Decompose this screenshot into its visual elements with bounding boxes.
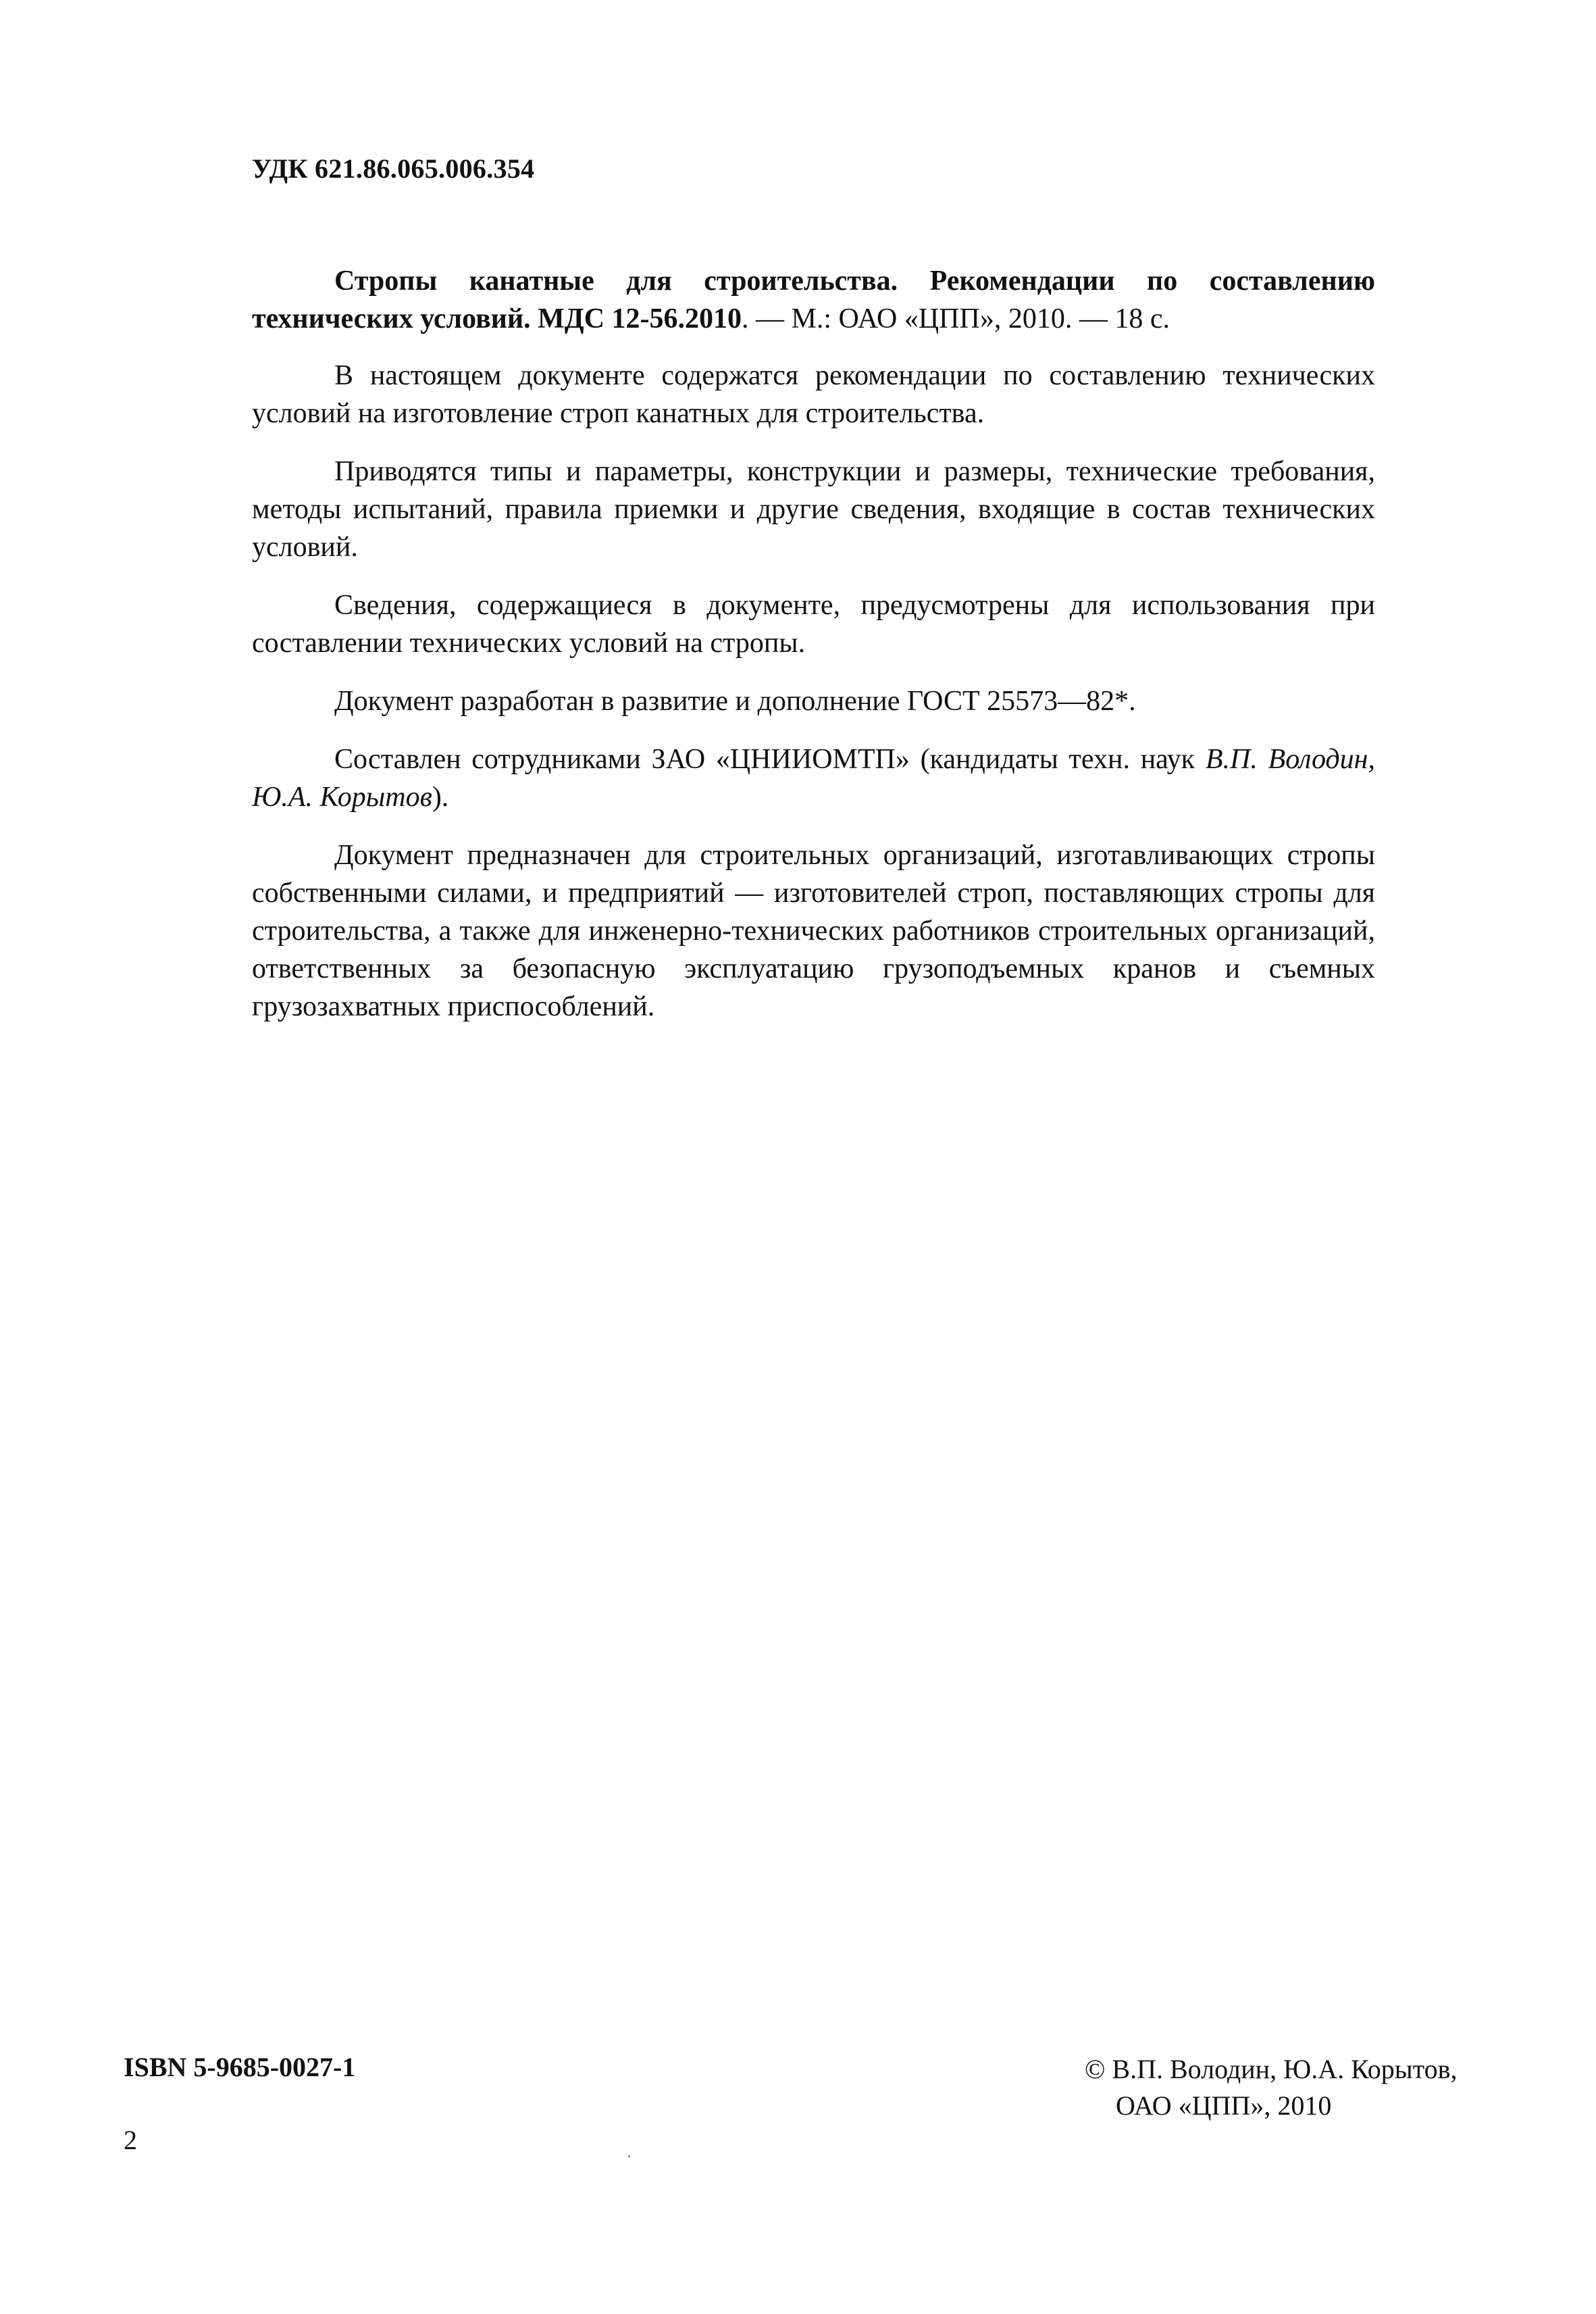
isbn-number: ISBN 5-9685-0027-1 xyxy=(124,2052,356,2082)
bibliographic-record xyxy=(252,262,1375,338)
copyright-line-publisher: ОАО «ЦПП», 2010 xyxy=(1116,2090,1332,2121)
paragraph-audience: Документ предназначен для строительных организаций, изготавливающих стропы собственными силами, и предприятий — изготовителей строп, поставляющих стропы для строительства, а также для инженерно-технических работников строительных организаций, ответственных за безопасную эксплуатацию грузоподъемных кранов и съемных грузозахватных приспособлений. xyxy=(252,840,1375,1022)
scan-speck xyxy=(628,2155,630,2157)
copyright-notice xyxy=(1085,2051,1457,2124)
authors-suffix: ). xyxy=(432,782,449,813)
udk-code: УДК 621.86.065.006.354 xyxy=(252,153,535,184)
paragraph-purpose: В настоящем документе содержатся рекомендации по составлению технических условий на изготовление строп канатных для строительства. xyxy=(252,360,1375,429)
annotation-block xyxy=(252,262,1375,1046)
paragraph-usage: Сведения, содержащиеся в документе, предусмотрены для использования при составлении технических условий на стропы. xyxy=(252,590,1375,659)
publication-info: . — М.: ОАО «ЦПП», 2010. — 18 с. xyxy=(742,303,1170,334)
paragraph-basis: Документ разработан в развитие и дополнение ГОСТ 25573—82*. xyxy=(334,686,1136,717)
authors-names: В.П. Володин, Ю.А. Корытов xyxy=(252,744,1376,813)
page-number: 2 xyxy=(124,2125,137,2155)
document-title: Стропы канатные для строительства. Рекомендации по составлению технических условий. МДС 12-56.2010 xyxy=(252,266,1375,334)
paragraph-authors xyxy=(252,740,1375,816)
copyright-line-authors: © В.П. Володин, Ю.А. Корытов, xyxy=(1085,2054,1458,2084)
paragraph-contents: Приводятся типы и параметры, конструкции и размеры, технические требования, методы испытаний, правила приемки и другие сведения, входящие в состав технических условий. xyxy=(252,456,1375,563)
authors-prefix: Составлен сотрудниками ЗАО «ЦНИИОМТП» (кандидаты техн. наук xyxy=(334,744,1206,775)
